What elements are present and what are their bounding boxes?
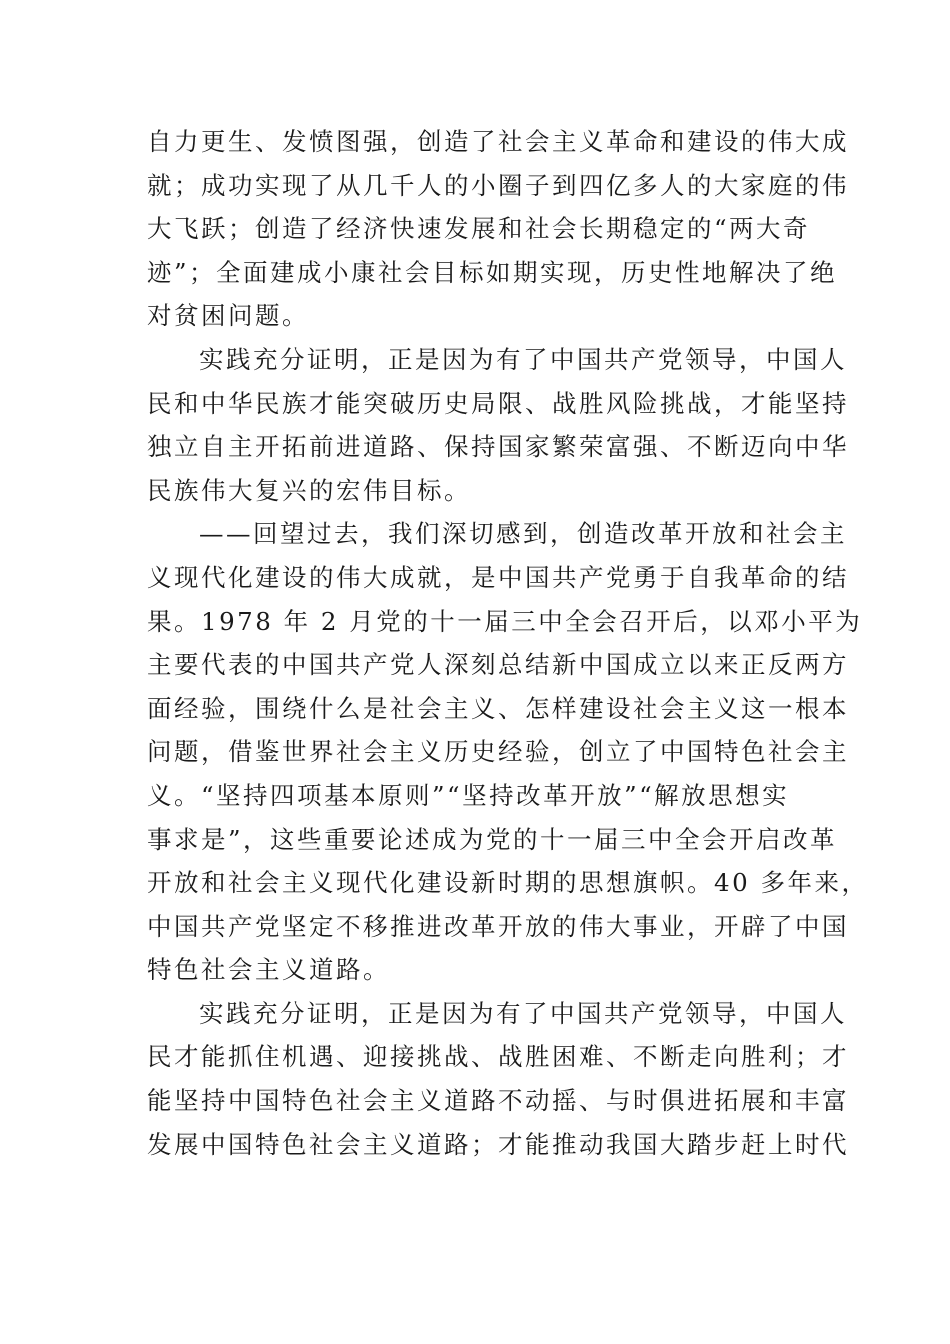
paragraph-line: 民才能抓住机遇、迎接挑战、战胜困难、不断走向胜利；才 [147,1042,849,1072]
paragraph-line: 对贫困问题。 [147,301,309,331]
paragraph-4 [147,992,849,1166]
paragraph-line: 中国共产党坚定不移推进改革开放的伟大事业，开辟了中国 [147,911,849,941]
paragraph-first-line: 实践充分证明，正是因为有了中国共产党领导，中国人 [199,998,847,1028]
paragraph-line: 问题，借鉴世界社会主义历史经验，创立了中国特色社会主 [147,737,849,767]
paragraph-line: 主要代表的中国共产党人深刻总结新中国成立以来正反两方 [147,650,849,680]
paragraph-2 [147,338,849,512]
paragraph-line: 发展中国特色社会主义道路；才能推动我国大踏步赶上时代 [147,1129,849,1159]
paragraph-line: 事求是”，这些重要论述成为党的十一届三中全会开启改革 [147,824,838,854]
paragraph-1 [147,120,849,338]
paragraph-line: 特色社会主义道路。 [147,955,390,985]
paragraph-line: 独立自主开拓前进道路、保持国家繁荣富强、不断迈向中华 [147,432,849,462]
paragraph-line: 果。1978 年 2 月党的十一届三中全会召开后，以邓小平为 [147,606,863,636]
paragraph-line: 民族伟大复兴的宏伟目标。 [147,475,471,505]
paragraph-line: 大飞跃；创造了经济快速发展和社会长期稳定的“两大奇 [147,214,811,244]
paragraph-line: 自力更生、发愤图强，创造了社会主义革命和建设的伟大成 [147,127,849,156]
paragraph-line: 义。“坚持四项基本原则”“坚持改革开放”“解放思想实 [147,780,790,810]
paragraph-line: 开放和社会主义现代化建设新时期的思想旗帜。40 多年来， [147,868,869,898]
paragraph-line: 面经验，围绕什么是社会主义、怎样建设社会主义这一根本 [147,693,849,723]
paragraph-line: 就；成功实现了从几千人的小圈子到四亿多人的大家庭的伟 [147,170,849,200]
paragraph-first-line: ——回望过去，我们深切感到，创造改革开放和社会主 [199,519,847,549]
paragraph-first-line: 实践充分证明，正是因为有了中国共产党领导，中国人 [199,344,847,374]
paragraph-line: 能坚持中国特色社会主义道路不动摇、与时俱进拓展和丰富 [147,1086,849,1116]
document-body [147,120,869,1166]
paragraph-line: 民和中华民族才能突破历史局限、战胜风险挑战，才能坚持 [147,388,849,418]
paragraph-line: 迹”；全面建成小康社会目标如期实现，历史性地解决了绝 [147,257,838,287]
paragraph-3 [147,512,869,992]
paragraph-line: 义现代化建设的伟大成就，是中国共产党勇于自我革命的结 [147,562,849,592]
